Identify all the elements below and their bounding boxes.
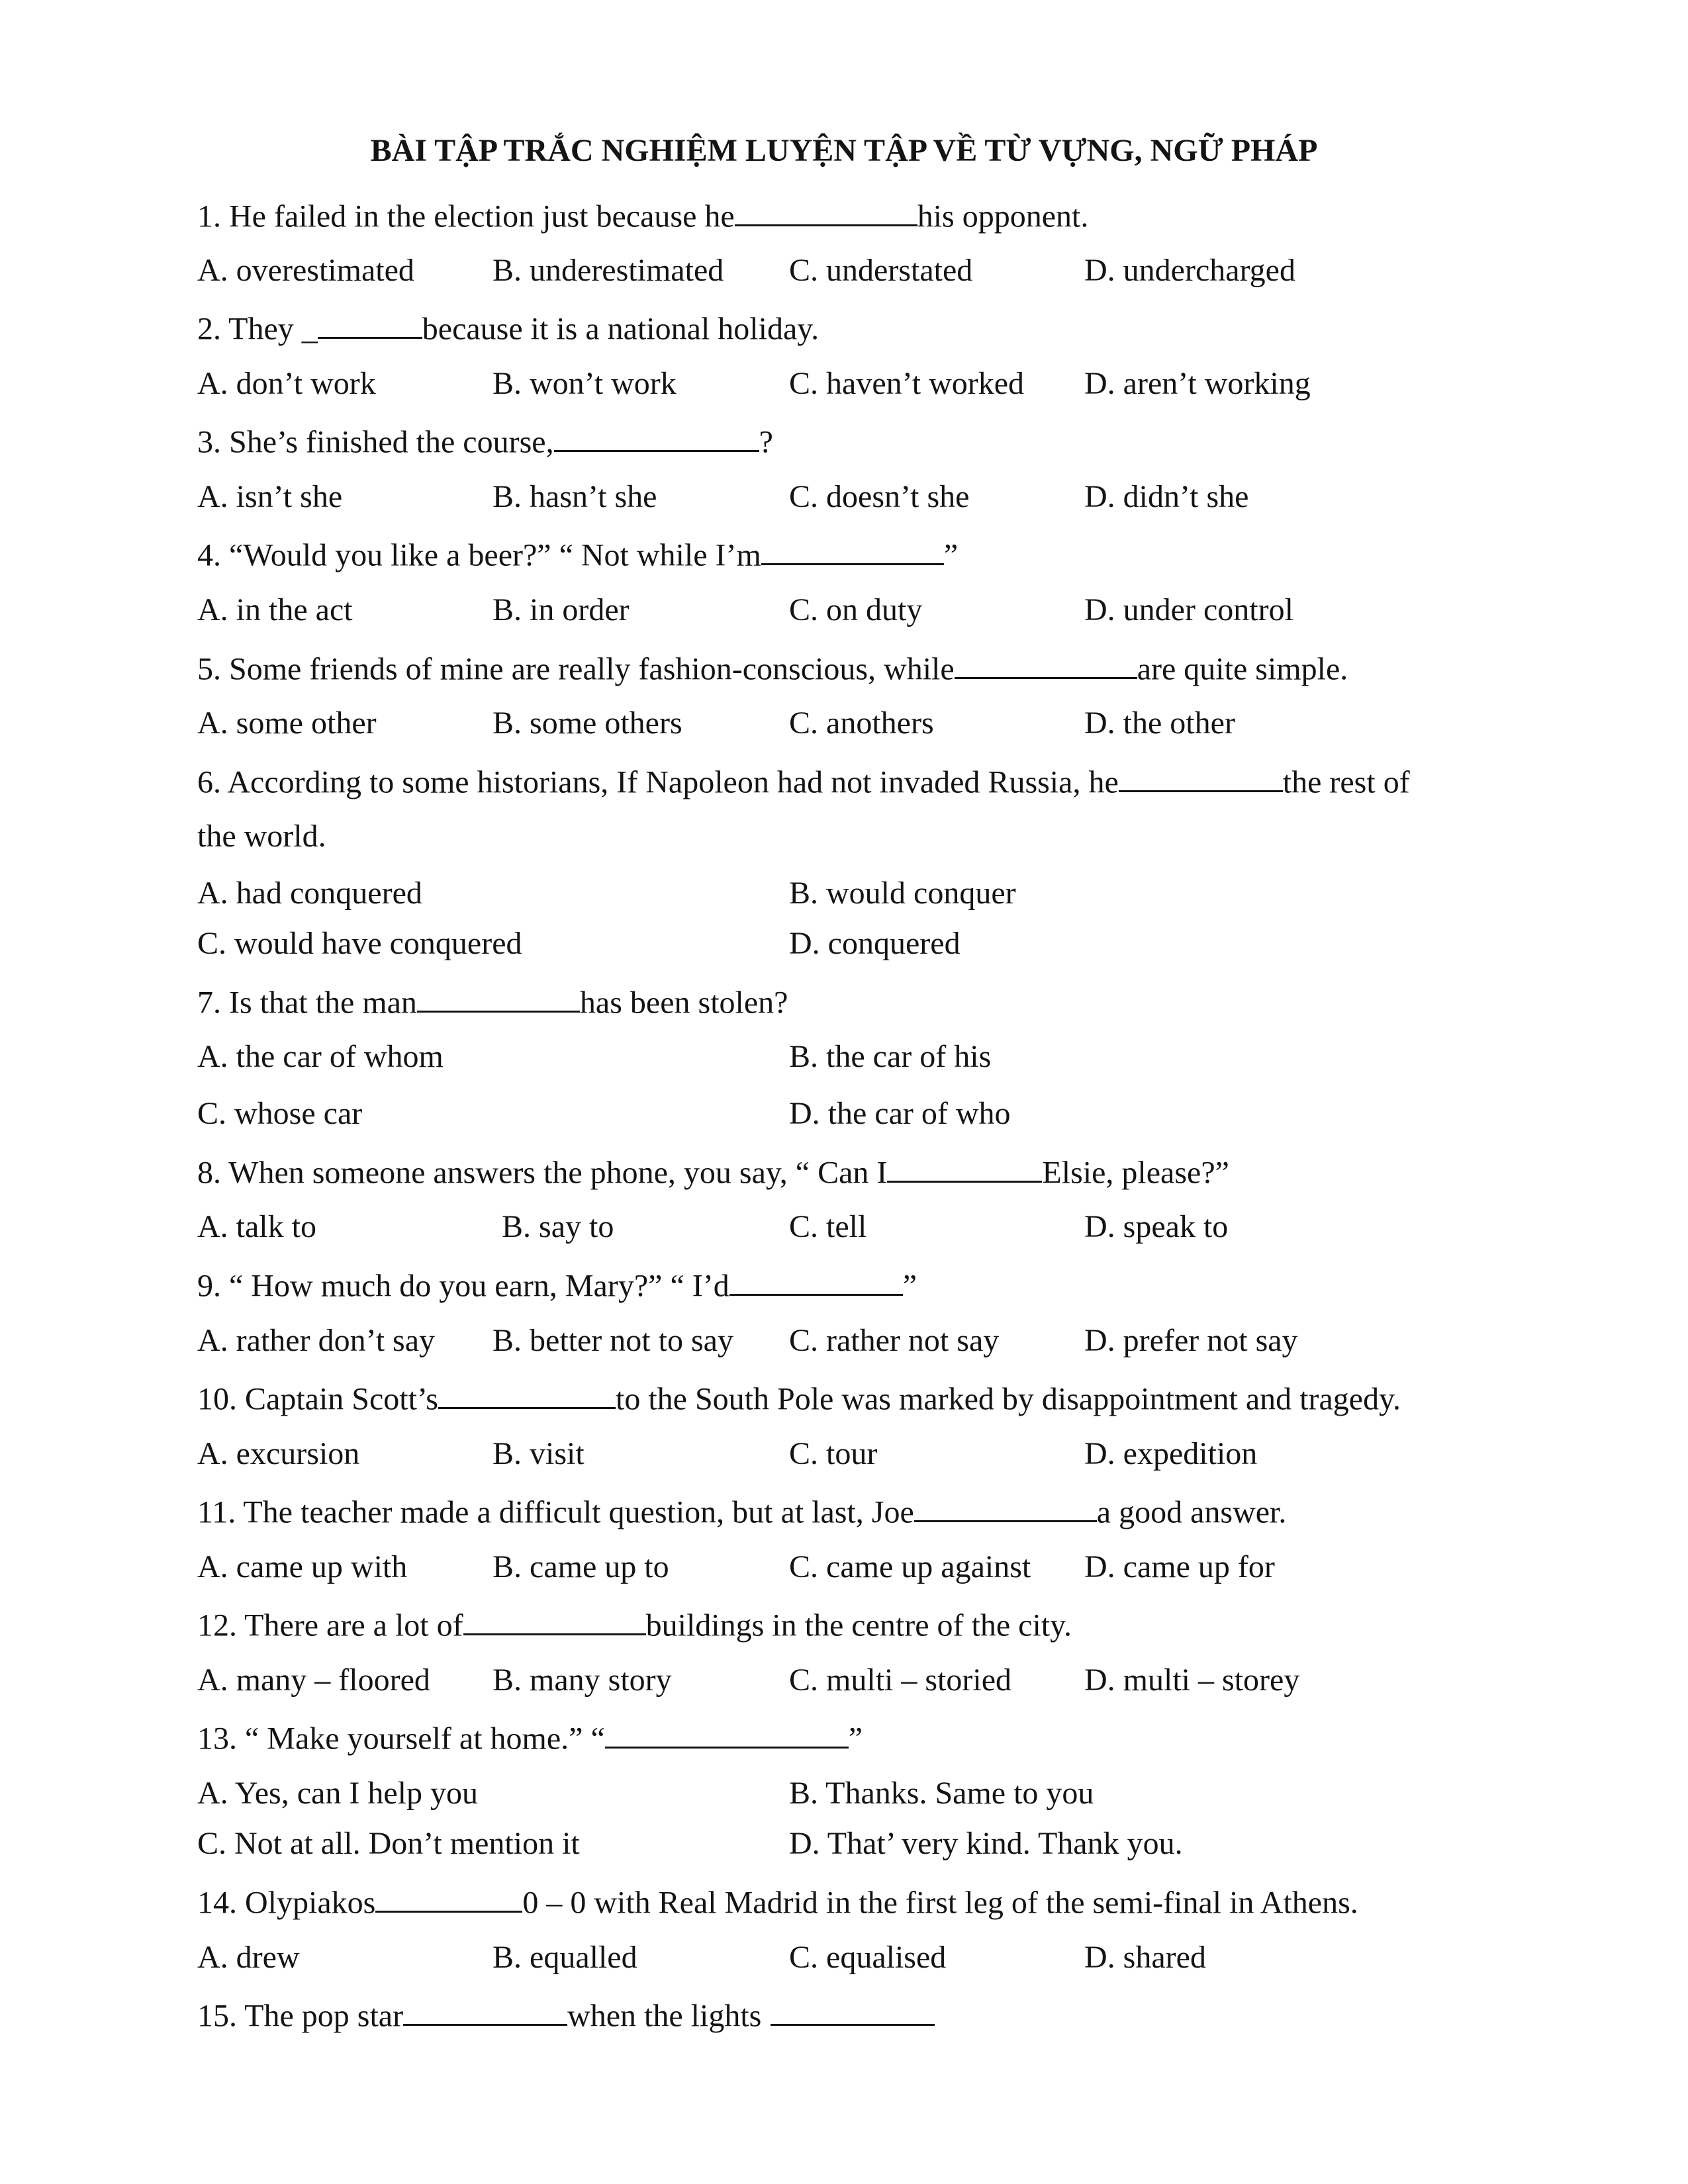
option-d: D. expedition [1084, 1436, 1258, 1471]
answer-blank [403, 1998, 567, 2026]
option-c: C. tour [789, 1436, 878, 1471]
option-a: A. some other [197, 705, 377, 741]
option-a: A. isn’t she [197, 479, 343, 514]
option-d: D. aren’t working [1084, 366, 1311, 401]
answer-blank [438, 1381, 616, 1409]
question-7: 7. Is that the man has been stolen? [197, 985, 788, 1021]
question-2: 2. They _ because it is a national holiday. [197, 311, 820, 347]
option-b: B. the car of his [789, 1039, 992, 1074]
option-c: C. Not at all. Don’t mention it [197, 1826, 580, 1861]
option-b: B. hasn’t she [492, 479, 657, 514]
option-d: D. undercharged [1084, 253, 1295, 288]
option-d: D. under control [1084, 592, 1293, 627]
answer-blank [318, 311, 422, 339]
option-a: A. don’t work [197, 366, 376, 401]
question-4: 4. “Would you like a beer?” “ Not while I’m ” [197, 537, 959, 573]
option-c: C. would have conquered [197, 926, 522, 961]
option-c: C. came up against [789, 1549, 1031, 1584]
option-b: B. won’t work [492, 366, 677, 401]
option-d: D. shared [1084, 1940, 1206, 1975]
answer-blank [761, 537, 944, 565]
option-b: B. better not to say [492, 1323, 733, 1358]
option-d: D. speak to [1084, 1209, 1229, 1244]
question-10: 10. Captain Scott’s to the South Pole was marked by disappointment and tragedy. [197, 1381, 1401, 1417]
option-d: D. didn’t she [1084, 479, 1249, 514]
option-c: C. multi – storied [789, 1662, 1011, 1698]
question-12: 12. There are a lot of buildings in the centre of the city. [197, 1608, 1072, 1643]
answer-blank [554, 424, 759, 452]
option-b: B. many story [492, 1662, 672, 1698]
option-a: A. drew [197, 1940, 300, 1975]
question-9: 9. “ How much do you earn, Mary?” “ I’d ” [197, 1268, 917, 1304]
option-b: B. underestimated [492, 253, 724, 288]
answer-blank [605, 1721, 849, 1749]
option-b: B. in order [492, 592, 630, 627]
option-b: B. say to [502, 1209, 614, 1244]
option-c: C. rather not say [789, 1323, 1000, 1358]
question-6-continued: the world. [197, 819, 326, 854]
option-b: B. equalled [492, 1940, 637, 1975]
answer-blank [1119, 764, 1283, 792]
answer-blank [955, 651, 1137, 679]
option-a: A. the car of whom [197, 1039, 444, 1074]
option-c: C. anothers [789, 705, 934, 741]
answer-blank [735, 199, 917, 226]
answer-blank [375, 1885, 522, 1913]
option-c: C. whose car [197, 1096, 363, 1131]
option-c: C. tell [789, 1209, 867, 1244]
question-1: 1. He failed in the election just because he his opponent. [197, 199, 1089, 234]
option-a: A. excursion [197, 1436, 360, 1471]
option-d: D. conquered [789, 926, 961, 961]
option-a: A. rather don’t say [197, 1323, 436, 1358]
answer-blank [417, 985, 580, 1013]
question-15: 15. The pop star when the lights [197, 1998, 935, 2032]
option-a: A. overestimated [197, 253, 414, 288]
question-8: 8. When someone answers the phone, you say, “ Can I Elsie, please?” [197, 1155, 1229, 1191]
option-b: B. some others [492, 705, 682, 741]
answer-blank [914, 1494, 1097, 1522]
answer-blank [771, 1998, 935, 2026]
option-c: C. on duty [789, 592, 923, 627]
option-d: D. That’ very kind. Thank you. [789, 1826, 1183, 1861]
question-11: 11. The teacher made a difficult question, but at last, Joe a good answer. [197, 1494, 1287, 1530]
option-d: D. the car of who [789, 1096, 1011, 1131]
option-b: B. visit [492, 1436, 585, 1471]
option-a: A. came up with [197, 1549, 408, 1584]
question-5: 5. Some friends of mine are really fashion-conscious, while are quite simple. [197, 651, 1348, 687]
option-c: C. haven’t worked [789, 366, 1025, 401]
answer-blank [887, 1155, 1042, 1183]
option-d: D. prefer not say [1084, 1323, 1298, 1358]
option-a: A. had conquered [197, 876, 422, 911]
answer-blank [729, 1268, 903, 1296]
option-a: A. Yes, can I help you [197, 1776, 478, 1811]
option-c: C. doesn’t she [789, 479, 970, 514]
option-c: C. understated [789, 253, 973, 288]
option-b: B. Thanks. Same to you [789, 1776, 1094, 1811]
option-d: D. the other [1084, 705, 1235, 741]
page-title: BÀI TẬP TRẮC NGHIỆM LUYỆN TẬP VỀ TỪ VỰNG, NGỮ PHÁP [370, 133, 1318, 168]
option-a: A. many – floored [197, 1662, 430, 1698]
option-a: A. talk to [197, 1209, 316, 1244]
option-a: A. in the act [197, 592, 353, 627]
option-b: B. would conquer [789, 876, 1016, 911]
question-13: 13. “ Make yourself at home.” “ ” [197, 1721, 863, 1756]
option-c: C. equalised [789, 1940, 947, 1975]
question-6: 6. According to some historians, If Napoleon had not invaded Russia, he the rest of [197, 764, 1410, 800]
question-14: 14. Olypiakos 0 – 0 with Real Madrid in the first leg of the semi-final in Athens. [197, 1885, 1358, 1921]
question-3: 3. She’s finished the course, ? [197, 424, 773, 460]
option-d: D. multi – storey [1084, 1662, 1300, 1698]
answer-blank [463, 1608, 646, 1635]
option-d: D. came up for [1084, 1549, 1275, 1584]
option-b: B. came up to [492, 1549, 669, 1584]
